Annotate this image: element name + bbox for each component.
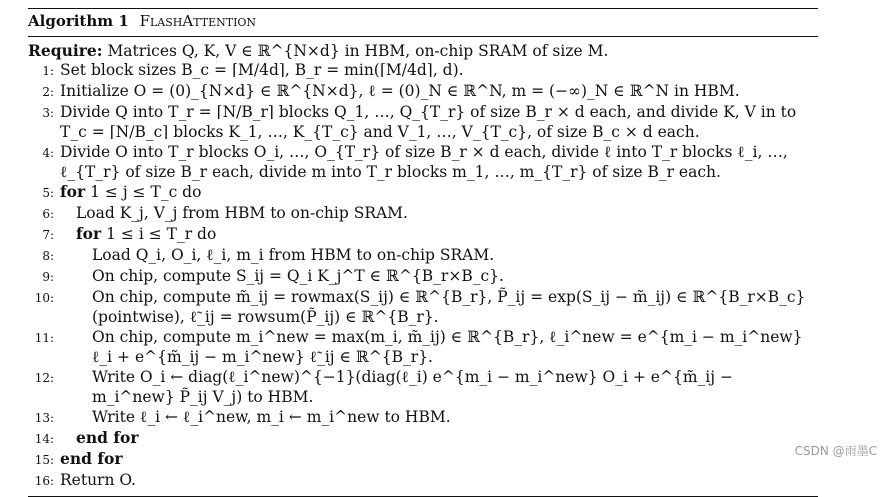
line-text: On chip, compute m_i^new = max(m_i, m̃_ij) ∈ ℝ^{B_r}, ℓ_i^new = e^{m_i − m_i^new} ℓ_i + e^{m̃_ij − m_i^new} ℓ̃_ij ∈ ℝ^{B_r}. — [92, 328, 803, 366]
algorithm-line — [28, 60, 818, 81]
line-text: Write ℓ_i ← ℓ_i^new, m_i ← m_i^new to HBM. — [92, 408, 451, 426]
line-number: 1: — [42, 64, 54, 78]
line-number: 11: — [34, 331, 54, 345]
line-content — [60, 327, 818, 367]
algorithm-box — [28, 8, 818, 497]
line-content — [60, 102, 818, 142]
line-number: 4: — [42, 146, 54, 160]
line-number: 16: — [34, 474, 54, 488]
line-text: Divide Q into T_r = ⌈N/B_r⌉ blocks Q_1, …, Q_{T_r} of size B_r × d each, and divide K, V in to T_c = ⌈N/B_c⌉ blocks K_1, …, K_{T_c} and V_1, …, V_{T_c}, of size B_c × d each. — [60, 103, 797, 141]
line-text: On chip, compute S_ij = Q_i K_j^T ∈ ℝ^{B_r×B_c}. — [92, 267, 504, 285]
line-text: Return O. — [60, 471, 137, 489]
title-rule — [28, 36, 818, 37]
line-text: Set block sizes B_c = ⌈M/4d⌉, B_r = min(⌈M/4d⌉, d). — [60, 61, 464, 79]
algorithm-line — [28, 224, 818, 245]
line-content — [60, 470, 818, 490]
line-content — [60, 81, 818, 101]
algorithm-title — [28, 9, 818, 30]
line-content — [60, 428, 818, 448]
algorithm-line — [28, 203, 818, 224]
algorithm-line — [28, 287, 818, 327]
algorithm-line — [28, 81, 818, 102]
algorithm-label: Algorithm 1 — [28, 12, 129, 30]
algorithm-name: FlashAttention — [139, 12, 257, 30]
line-keyword: for — [60, 182, 86, 201]
line-text: 1 ≤ j ≤ T_c do — [90, 183, 202, 201]
require-text: Matrices Q, K, V ∈ ℝ^{N×d} in HBM, on-chip SRAM of size M. — [107, 42, 609, 60]
algorithm-line — [28, 266, 818, 287]
algorithm-line — [28, 470, 818, 491]
line-number: 2: — [42, 85, 54, 99]
line-content — [60, 407, 818, 427]
algorithm-line — [28, 428, 818, 449]
line-number: 12: — [34, 371, 54, 385]
algorithm-line — [28, 182, 818, 203]
line-text: Write O_i ← diag(ℓ_i^new)^{−1}(diag(ℓ_i) e^{m_i − m_i^new} O_i + e^{m̃_ij − m_i^new} P̃_ij V_j) to HBM. — [92, 368, 733, 406]
line-number: 10: — [34, 291, 54, 305]
algorithm-line — [28, 327, 818, 367]
algorithm-line — [28, 102, 818, 142]
line-number: 14: — [34, 432, 54, 446]
line-number: 3: — [42, 106, 54, 120]
watermark: CSDN @雨墨C — [794, 444, 877, 458]
algorithm-lines — [28, 60, 818, 491]
line-content — [60, 287, 818, 327]
require-line — [28, 41, 818, 60]
line-text: 1 ≤ i ≤ T_r do — [106, 225, 217, 243]
line-number: 7: — [42, 228, 54, 242]
line-text: Initialize O = (0)_{N×d} ∈ ℝ^{N×d}, ℓ = (0)_N ∈ ℝ^N, m = (−∞)_N ∈ ℝ^N in HBM. — [60, 82, 740, 100]
algorithm-line — [28, 407, 818, 428]
line-keyword: end for — [60, 449, 123, 468]
line-text: Load Q_i, O_i, ℓ_i, m_i from HBM to on-chip SRAM. — [92, 246, 495, 264]
line-number: 13: — [34, 411, 54, 425]
line-text: Divide O into T_r blocks O_i, …, O_{T_r} of size B_r × d each, divide ℓ into T_r blocks ℓ_i, …, ℓ_{T_r} of size B_r each, divide m into T_r blocks m_1, …, m_{T_r} of size B_r each. — [60, 143, 788, 181]
line-keyword: for — [76, 224, 102, 243]
line-number: 9: — [42, 270, 54, 284]
line-content — [60, 367, 818, 407]
line-number: 5: — [42, 186, 54, 200]
line-content — [60, 245, 818, 265]
line-content — [60, 142, 818, 182]
line-content — [60, 266, 818, 286]
line-content — [60, 203, 818, 223]
line-number: 6: — [42, 207, 54, 221]
algorithm-line — [28, 142, 818, 182]
line-content — [60, 60, 818, 80]
line-number: 8: — [42, 249, 54, 263]
algorithm-line — [28, 245, 818, 266]
line-content — [60, 182, 818, 202]
line-content — [60, 224, 818, 244]
line-keyword: end for — [76, 428, 139, 447]
algorithm-line — [28, 367, 818, 407]
line-text: Load K_j, V_j from HBM to on-chip SRAM. — [76, 204, 408, 222]
require-keyword: Require: — [28, 41, 103, 60]
line-text: On chip, compute m̃_ij = rowmax(S_ij) ∈ ℝ^{B_r}, P̃_ij = exp(S_ij − m̃_ij) ∈ ℝ^{B_r×B_c} (pointwise), ℓ̃_ij = rowsum(P̃_ij) ∈ ℝ^{B_r}. — [92, 288, 806, 326]
line-content — [60, 449, 818, 469]
line-number: 15: — [34, 453, 54, 467]
